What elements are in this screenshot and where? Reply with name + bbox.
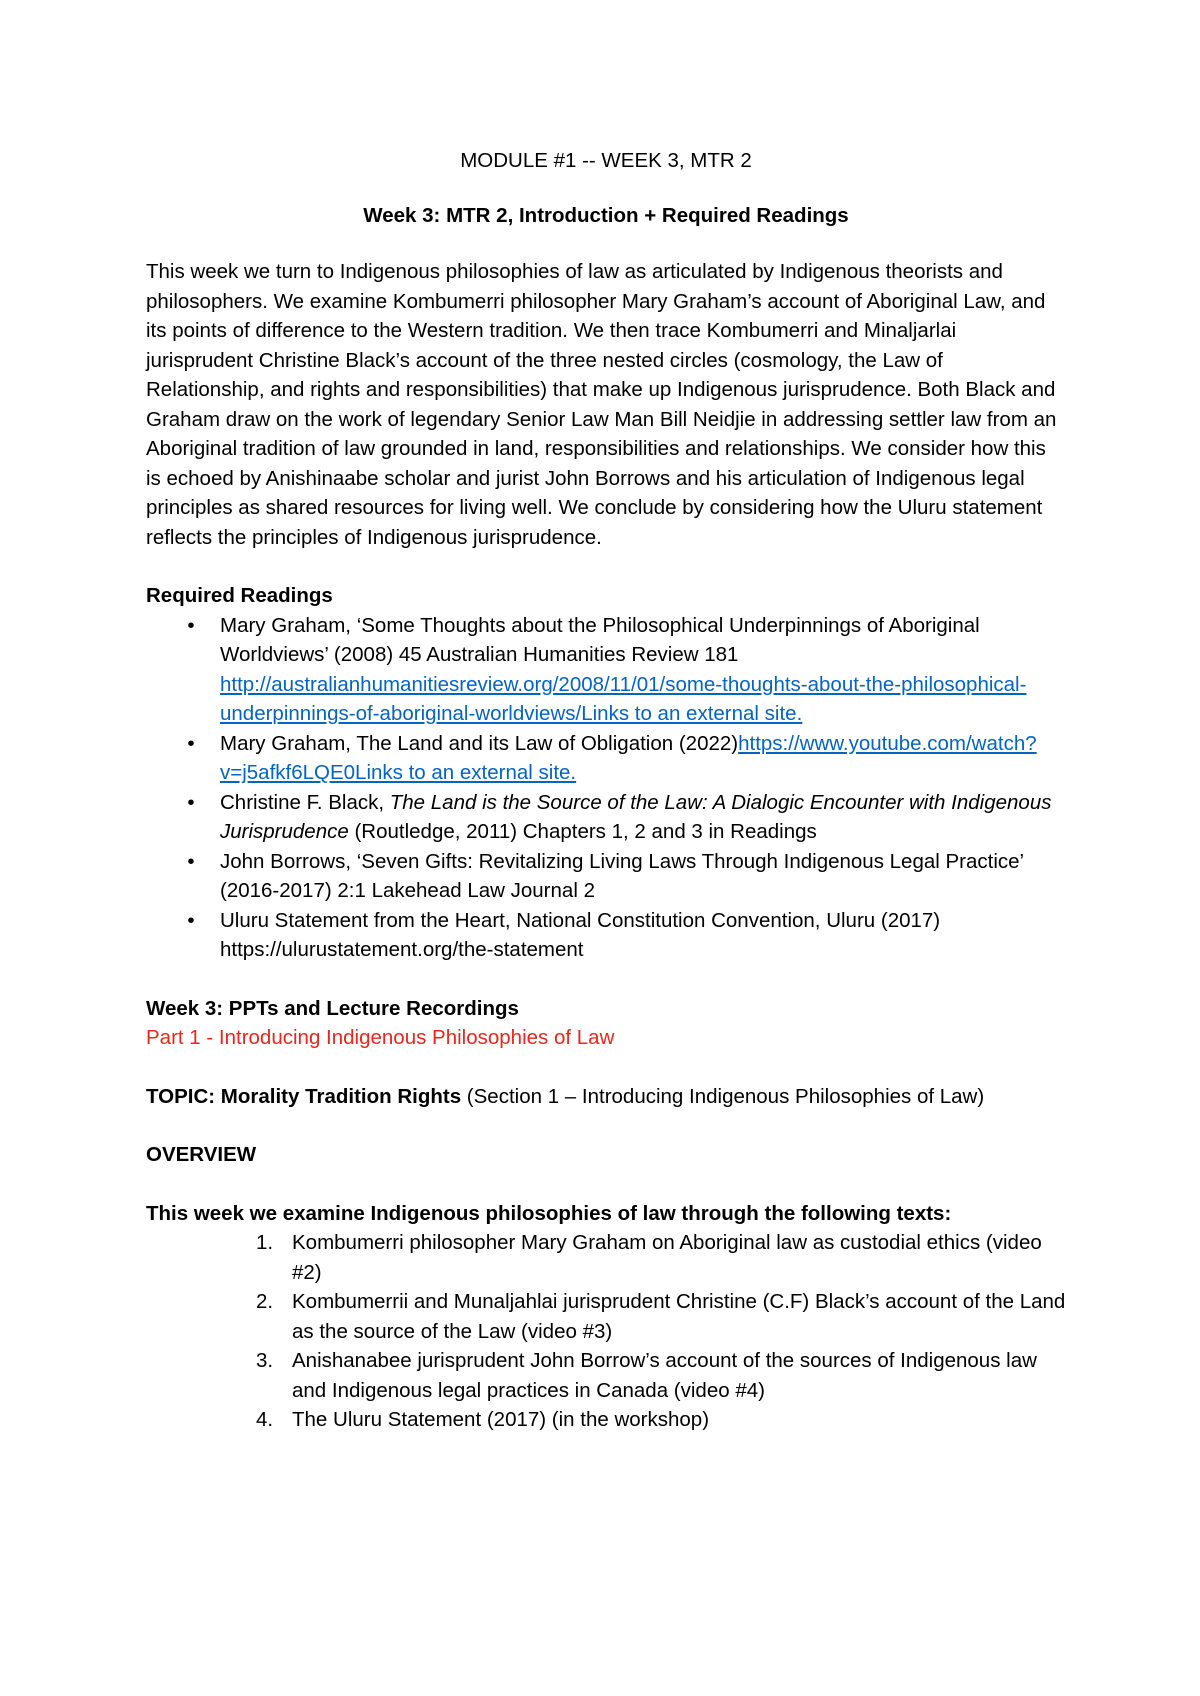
reading-item	[146, 788, 1066, 847]
module-title: MODULE #1 -- WEEK 3, MTR 2	[460, 149, 752, 172]
text-item	[146, 1346, 1066, 1405]
reading-book-title: The Land is the Source of the Law: A Dialogic Encounter with Indigenous Jurisprudence	[220, 790, 1052, 843]
reading-text: (Routledge, 2011) Chapters 1, 2 and 3 in Readings	[348, 820, 817, 843]
reading-text: Mary Graham, The Land and its Law of Obligation (2022)	[220, 731, 739, 755]
topic-detail: (Section 1 – Introducing Indigenous Philosophies of Law)	[461, 1084, 985, 1108]
spacer	[146, 1111, 1066, 1140]
spacer	[146, 1170, 1066, 1199]
bullet-icon: •	[187, 908, 195, 932]
bullet-icon: •	[187, 613, 195, 637]
reading-item	[146, 729, 1066, 788]
item-number: 3.	[256, 1349, 274, 1372]
reading-link[interactable]: https://www.youtube.com/watch?v=j5afkf6LQE0Links to an external site.	[220, 731, 1037, 784]
spacer	[146, 965, 1066, 994]
reading-item	[146, 906, 1066, 965]
reading-text: John Borrows, ‘Seven Gifts: Revitalizing Living Laws Through Indigenous Legal Practice’ (2016-2017) 2:1 Lakehead Law Journal 2	[220, 849, 1024, 902]
text-item-label: The Uluru Statement (2017) (in the workshop)	[292, 1408, 710, 1431]
topic-line	[146, 1082, 1066, 1112]
text-item-label: Kombumerrii and Munaljahlai jurisprudent Christine (C.F) Black’s account of the Land as the source of the Law (video #3)	[292, 1290, 1066, 1343]
texts-list	[146, 1228, 1066, 1435]
text-item	[146, 1228, 1066, 1287]
reading-link[interactable]: http://australianhumanitiesreview.org/2008/11/01/some-thoughts-about-the-philosophical-underpinnings-of-aboriginal-worldviews/Links to an external site.	[220, 672, 1027, 725]
texts-heading: This week we examine Indigenous philosophies of law through the following texts:	[146, 1201, 952, 1225]
ppts-heading: Week 3: PPTs and Lecture Recordings	[146, 996, 519, 1020]
reading-item	[146, 611, 1066, 729]
topic-label: TOPIC: Morality Tradition Rights	[146, 1084, 462, 1108]
reading-text: Mary Graham, ‘Some Thoughts about the Philosophical Underpinnings of Aboriginal Worldviews’ (2008) 45 Australian Humanities Review 181	[220, 613, 980, 666]
document-content	[146, 146, 1066, 1435]
bullet-icon: •	[187, 731, 195, 755]
text-item-label: Kombumerri philosopher Mary Graham on Aboriginal law as custodial ethics (video #2)	[292, 1231, 1042, 1284]
part-1-link[interactable]: Part 1 - Introducing Indigenous Philosophies of Law	[146, 1026, 615, 1049]
reading-item	[146, 847, 1066, 906]
readings-list	[146, 611, 1066, 965]
spacer	[146, 1053, 1066, 1082]
reading-text: Christine F. Black,	[220, 790, 390, 814]
item-number: 2.	[256, 1290, 274, 1313]
intro-paragraph: This week we turn to Indigenous philosophies of law as articulated by Indigenous theorists and philosophers. We examine Kombumerri philosopher Mary Graham’s account of Aboriginal Law, and its points of difference to the Western tradition. We then trace Kombumerri and Minaljarlai jurisprudent Christine Black’s account of the three nested circles (cosmology, the Law of Relationship, and rights and responsibilities) that make up Indigenous jurisprudence. Both Black and Graham draw on the work of legendary Senior Law Man Bill Neidjie in addressing settler law from an Aboriginal tradition of law grounded in land, responsibilities and relationships. We consider how this is echoed by Anishinaabe scholar and jurist John Borrows and his articulation of Indigenous legal principles as shared resources for living well. We conclude by considering how the Uluru statement reflects the principles of Indigenous jurisprudence.	[146, 260, 1057, 549]
overview-heading: OVERVIEW	[146, 1143, 257, 1166]
reading-text: Uluru Statement from the Heart, National Constitution Convention, Uluru (2017) https://ulurustatement.org/the-statement	[220, 908, 941, 961]
text-item	[146, 1287, 1066, 1346]
bullet-icon: •	[187, 790, 195, 814]
readings-heading: Required Readings	[146, 584, 333, 607]
text-item	[146, 1405, 1066, 1435]
bullet-icon: •	[187, 849, 195, 873]
text-item-label: Anishanabee jurisprudent John Borrow’s account of the sources of Indigenous law and Indigenous legal practices in Canada (video #4)	[292, 1349, 1037, 1402]
item-number: 1.	[256, 1231, 274, 1254]
week-title: Week 3: MTR 2, Introduction + Required Readings	[363, 203, 849, 227]
item-number: 4.	[256, 1408, 274, 1431]
